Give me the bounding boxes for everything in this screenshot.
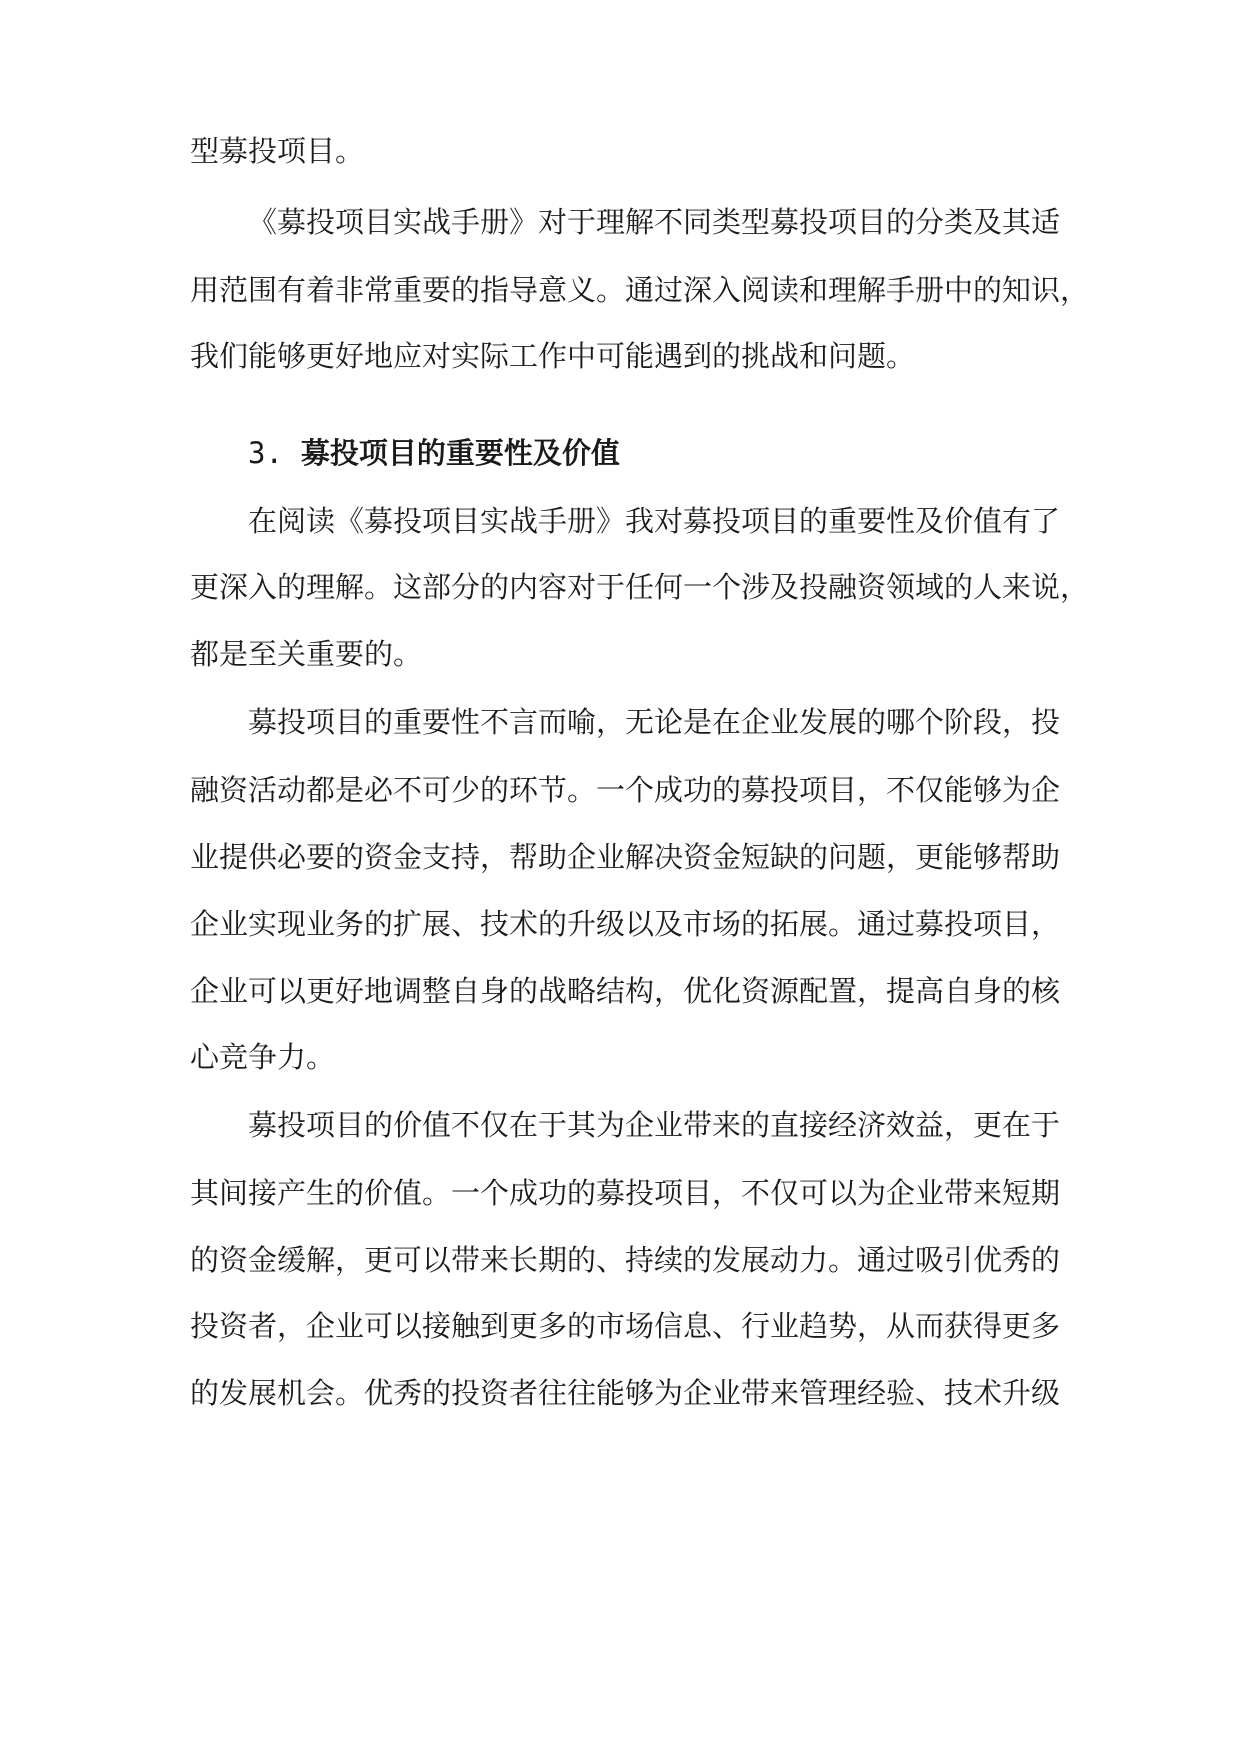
text-line: 其间接产生的价值。一个成功的募投项目，不仅可以为企业带来短期 [190, 1176, 1061, 1210]
text-line: 融资活动都是必不可少的环节。一个成功的募投项目，不仅能够为企 [190, 773, 1061, 807]
text-line: 的发展机会。优秀的投资者往往能够为企业带来管理经验、技术升级 [190, 1376, 1061, 1410]
text-line: 都是至关重要的。 [190, 637, 423, 671]
text-line: 企业可以更好地调整自身的战略结构，优化资源配置，提高自身的核 [190, 974, 1061, 1008]
text-line: 用范围有着非常重要的指导意义。通过深入阅读和理解手册中的知识， [190, 273, 1090, 307]
text-line: 业提供必要的资金支持，帮助企业解决资金短缺的问题，更能够帮助 [190, 840, 1061, 874]
text-line: 《募投项目实战手册》对于理解不同类型募投项目的分类及其适 [248, 205, 1061, 239]
section-heading [248, 433, 620, 473]
section-title: 募投项目的重要性及价值 [300, 436, 620, 470]
text-line: 的资金缓解，更可以带来长期的、持续的发展动力。通过吸引优秀的 [190, 1243, 1061, 1277]
text-line: 募投项目的重要性不言而喻，无论是在企业发展的哪个阶段，投 [248, 705, 1061, 739]
text-line: 我们能够更好地应对实际工作中可能遇到的挑战和问题。 [190, 339, 916, 373]
text-line: 心竞争力。 [190, 1040, 336, 1074]
section-number: 3. [248, 436, 283, 470]
text-line: 型募投项目。 [190, 134, 365, 168]
text-line: 在阅读《募投项目实战手册》我对募投项目的重要性及价值有了 [248, 504, 1061, 538]
text-line: 企业实现业务的扩展、技术的升级以及市场的拓展。通过募投项目， [190, 907, 1061, 941]
text-line: 募投项目的价值不仅在于其为企业带来的直接经济效益，更在于 [248, 1108, 1061, 1142]
text-line: 投资者，企业可以接触到更多的市场信息、行业趋势，从而获得更多 [190, 1309, 1061, 1343]
text-line: 更深入的理解。这部分的内容对于任何一个涉及投融资领域的人来说， [190, 570, 1090, 604]
